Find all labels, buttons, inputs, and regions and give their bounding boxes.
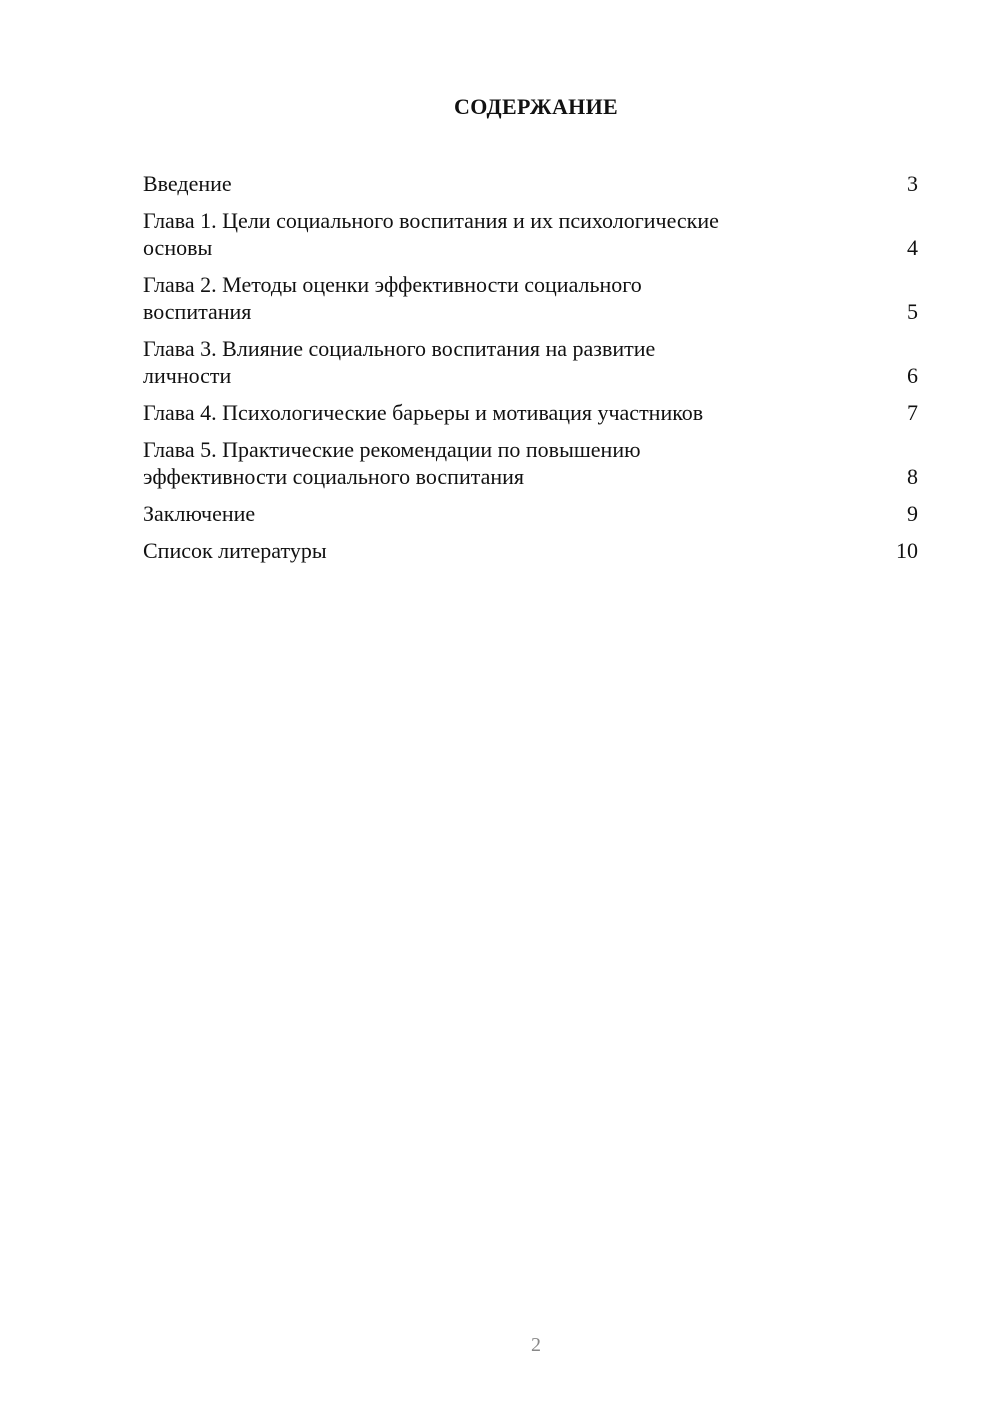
toc-entry-title: Заключение: [143, 501, 256, 526]
toc-entry-page: 6: [907, 363, 918, 388]
toc-entry-page: 3: [907, 171, 918, 196]
table-of-contents: [143, 170, 918, 574]
toc-entry-title: Введение: [143, 171, 232, 196]
toc-entry-page: 4: [907, 235, 918, 260]
toc-entry-page: 5: [907, 299, 918, 324]
toc-entry-conclusion: [143, 500, 918, 527]
toc-entry-title: Глава 3. Влияние социального воспитания на развитие личности: [143, 336, 656, 388]
toc-entry-title: Глава 2. Методы оценки эффективности социального воспитания: [143, 272, 642, 324]
toc-entry-bibliography: [143, 537, 918, 564]
toc-entry-page: 8: [907, 464, 918, 489]
toc-entry-page: 7: [907, 400, 918, 425]
toc-entry-page: 9: [907, 501, 918, 526]
page-title: СОДЕРЖАНИЕ: [454, 94, 618, 119]
toc-entry-chapter-5: [143, 436, 918, 490]
toc-entry-title: Глава 1. Цели социального воспитания и их психологические основы: [143, 208, 719, 260]
toc-entry-chapter-2: [143, 271, 918, 325]
toc-entry-introduction: [143, 170, 918, 197]
toc-entry-title: Список литературы: [143, 538, 327, 563]
toc-entry-chapter-3: [143, 335, 918, 389]
toc-entry-chapter-1: [143, 207, 918, 261]
toc-entry-title: Глава 4. Психологические барьеры и мотивация участников: [143, 400, 704, 425]
page-number: 2: [531, 1334, 541, 1356]
toc-entry-chapter-4: [143, 399, 918, 426]
toc-entry-title: Глава 5. Практические рекомендации по повышению эффективности социального воспитания: [143, 437, 641, 489]
toc-entry-page: 10: [896, 538, 918, 563]
